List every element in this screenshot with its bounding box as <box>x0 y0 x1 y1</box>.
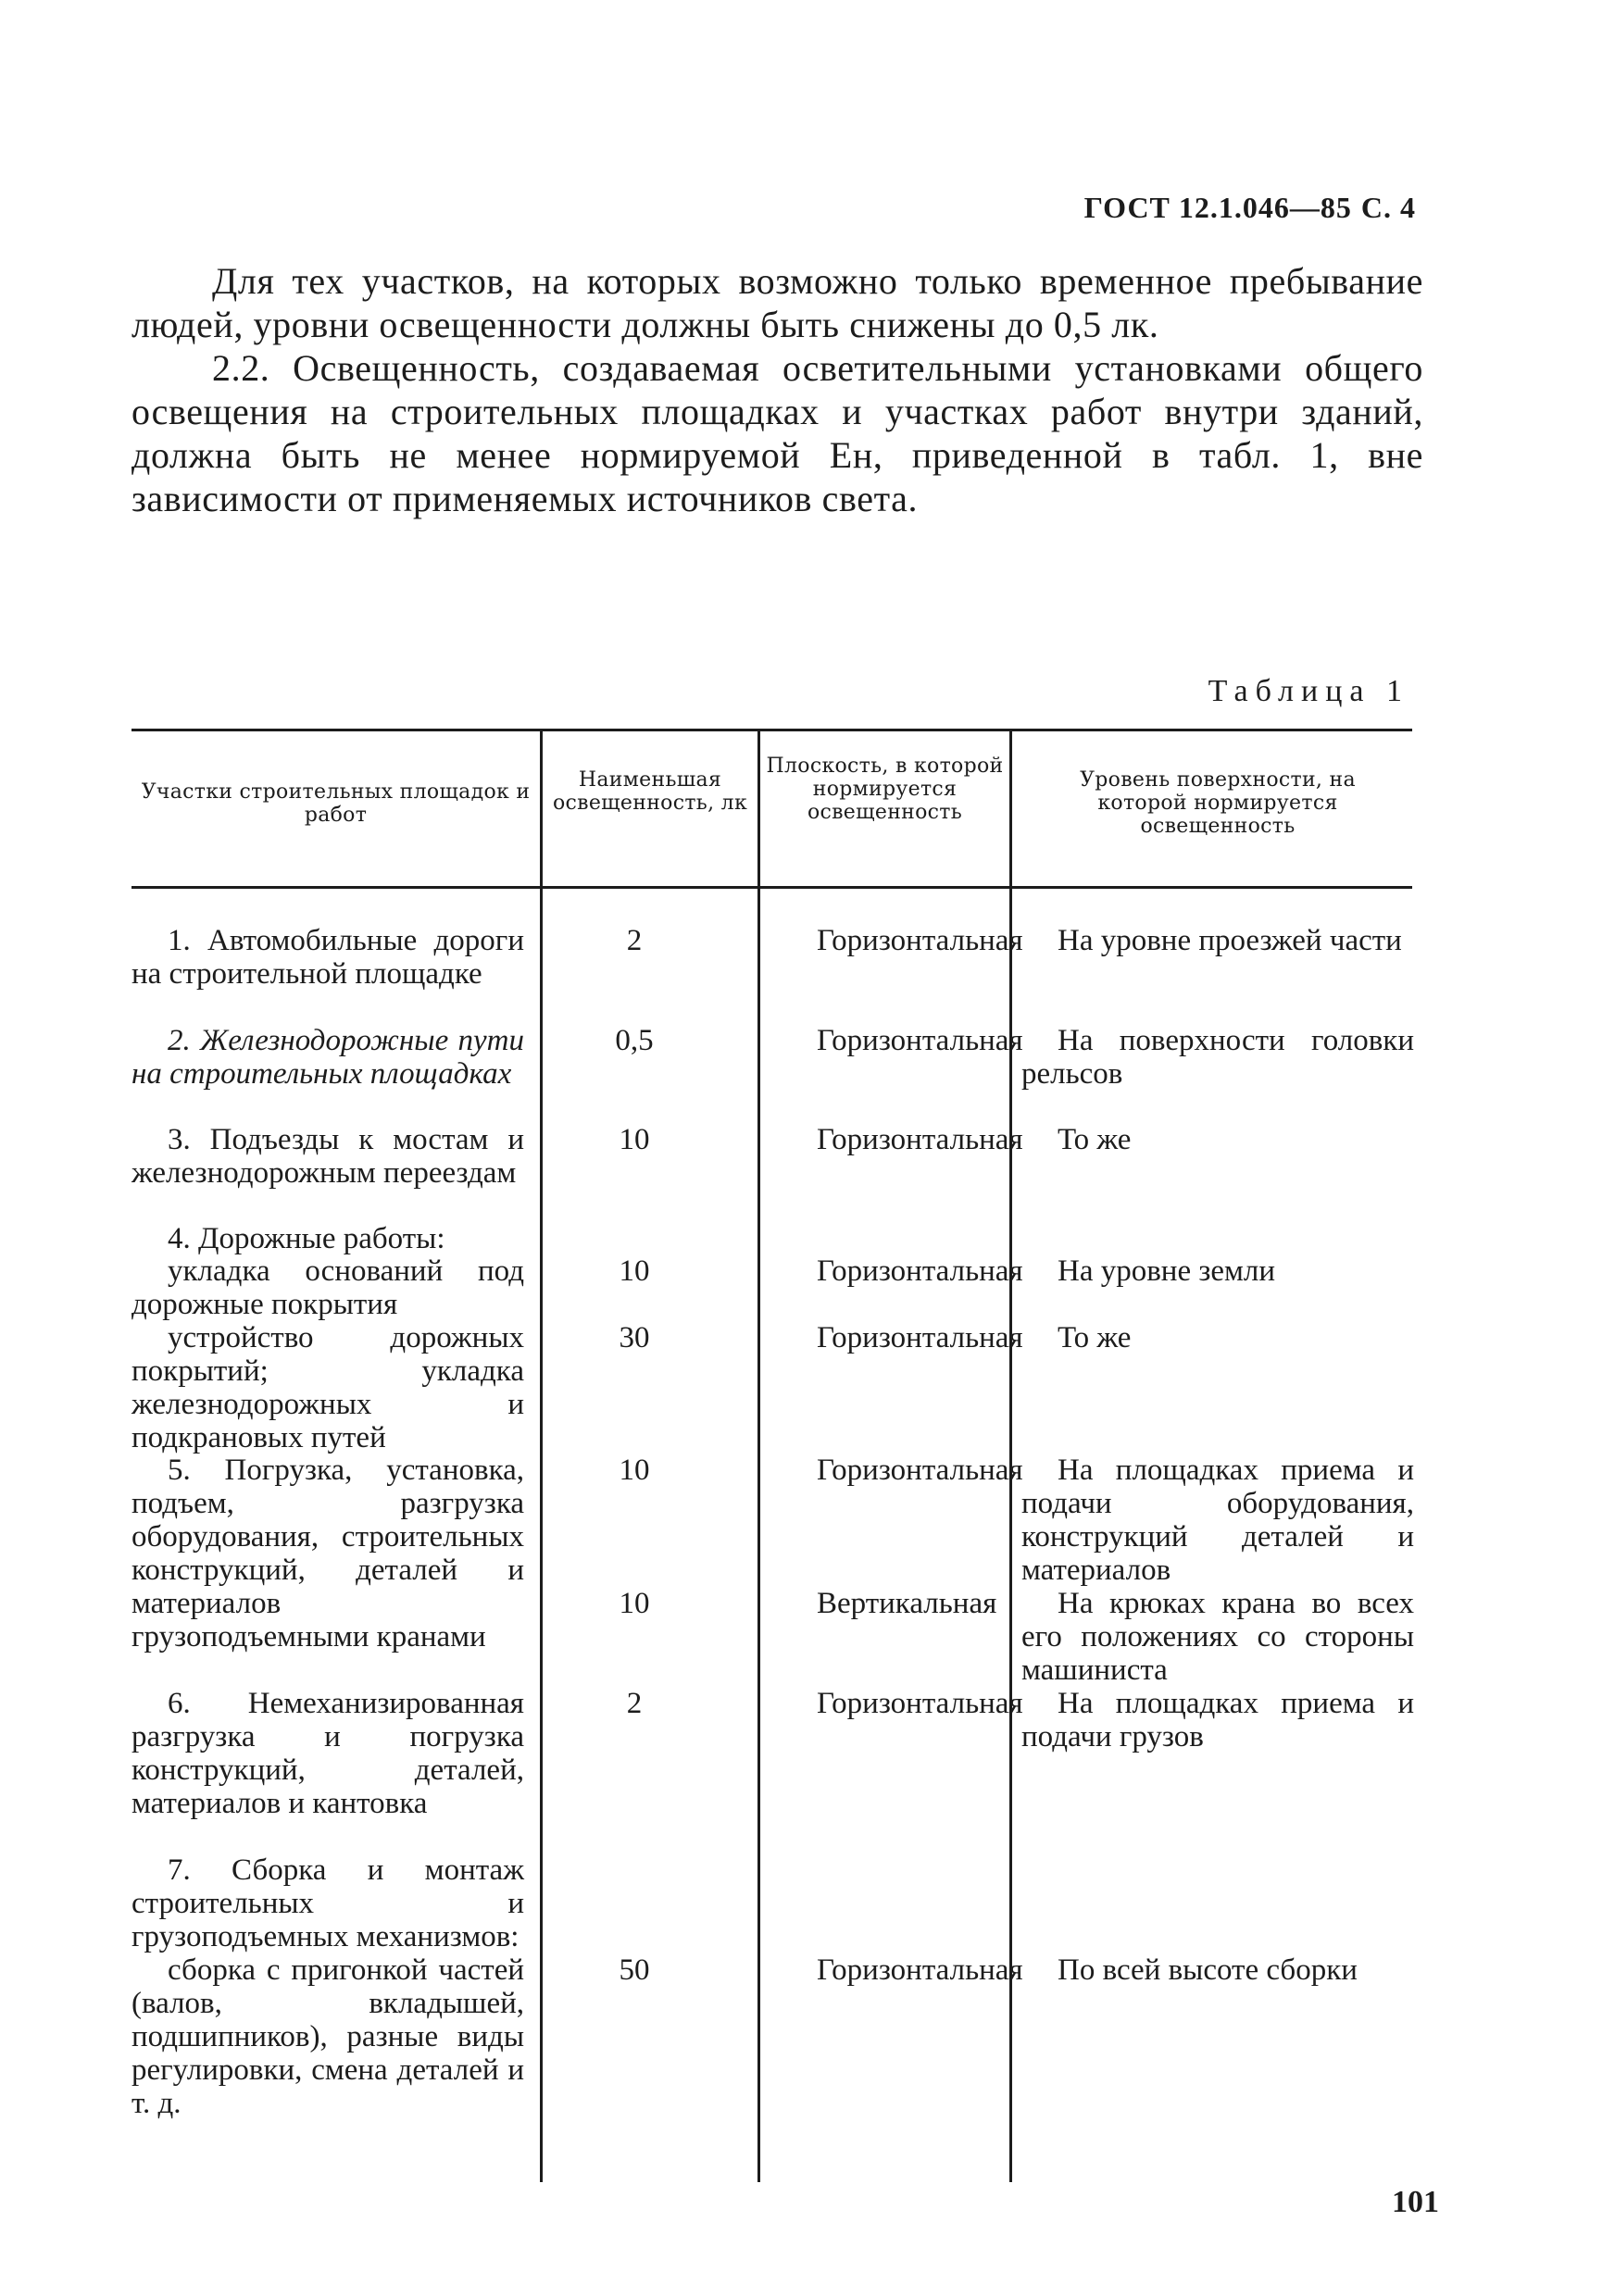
table-row <box>131 1024 524 1091</box>
table-row <box>131 1687 524 1820</box>
plane-cell: Горизонтальная <box>817 1254 1023 1288</box>
site-cell: 1. Автомобильные дороги на строительной площадке <box>131 924 524 991</box>
level-cell: То же <box>1058 1321 1132 1354</box>
lux-cell: 10 <box>619 1123 650 1156</box>
site-cell: 6. Немеханизированная разгрузка и погрузка конструкций, деталей, материалов и кантовка <box>131 1687 524 1820</box>
level-cell: На крюках крана во всех его положениях со стороны машиниста <box>1021 1587 1414 1687</box>
site-cell: 7. Сборка и монтаж строительных и грузоподъемных механизмов: <box>131 1853 524 1953</box>
intro-paragraph: 2.2. Освещенность, создаваемая осветительными установками общего освещения на строительных площадках и участках работ внутри зданий, должна быть не менее нормируемой Eн, приведенной в табл. 1, вне зависимости от применяемых источников света. <box>131 347 1423 519</box>
intro-text <box>131 259 1423 520</box>
table-header-rule <box>131 886 1412 889</box>
table-top-rule <box>131 729 1412 731</box>
level-cell: То же <box>1058 1123 1132 1156</box>
level-cell: На площадках приема и подачи грузов <box>1021 1687 1414 1753</box>
site-cell: 2. Железнодорожные пути на строительных площадках <box>131 1024 524 1091</box>
level-cell: На уровне проезжей части <box>1058 924 1402 957</box>
level-cell: На уровне земли <box>1058 1254 1276 1288</box>
page-header <box>1075 191 1416 225</box>
table-row <box>131 1620 524 1653</box>
site-cell: укладка оснований под дорожные покрытия <box>131 1254 524 1321</box>
plane-cell: Горизонтальная <box>817 1687 1023 1720</box>
site-cell: сборка с пригонкой частей (валов, вкладышей, подшипников), разные виды регулировки, смена деталей и т. д. <box>131 1953 524 2120</box>
lux-cell: 2 <box>626 1687 643 1720</box>
plane-cell: Горизонтальная <box>817 1454 1023 1487</box>
table-caption: Таблица 1 <box>1208 674 1409 708</box>
lux-cell: 50 <box>619 1953 650 1987</box>
table-row <box>131 1853 524 1953</box>
column-divider <box>757 729 760 2182</box>
table-row <box>131 1123 524 1190</box>
level-cell: По всей высоте сборки <box>1058 1953 1358 1987</box>
table-row <box>131 1454 524 1620</box>
plane-cell: Горизонтальная <box>817 1123 1023 1156</box>
level-cell: На площадках приема и подачи оборудования, конструкций деталей и материалов <box>1021 1454 1414 1587</box>
standard-number: ГОСТ 12.1.046—85 <box>1083 191 1352 224</box>
site-cell: устройство дорожных покрытий; укладка железнодорожных и подкрановых путей <box>131 1321 524 1454</box>
intro-paragraph: Для тех участков, на которых возможно только временное пребывание людей, уровни освещенности должны быть снижены до 0,5 лк. <box>131 260 1423 345</box>
column-header-plane: Плоскость, в которой нормируется освещенность <box>766 755 1004 824</box>
lux-cell: 30 <box>619 1321 650 1354</box>
table-row <box>131 1254 524 1321</box>
plane-cell: Вертикальная <box>817 1587 997 1620</box>
lux-cell: 0,5 <box>615 1024 654 1057</box>
level-cell: На поверхности головки рельсов <box>1021 1024 1414 1091</box>
lux-cell: 10 <box>619 1587 650 1620</box>
site-cell: 4. Дорожные работы: <box>168 1222 445 1255</box>
lux-cell: 2 <box>626 924 643 957</box>
page-number: 101 <box>1392 2185 1439 2219</box>
table-row <box>131 1321 524 1454</box>
site-cell: 5. Погрузка, установка, подъем, разгрузка оборудования, строительных конструкций, деталей и материалов <box>131 1454 524 1620</box>
page-label: С. 4 <box>1360 191 1416 224</box>
table-row <box>131 1953 524 2120</box>
column-divider <box>540 729 543 2182</box>
column-header-level: Уровень поверхности, на которой нормируется освещенность <box>1080 768 1356 838</box>
column-header-sites: Участки строительных площадок и работ <box>141 780 531 827</box>
plane-cell: Горизонтальная <box>817 1024 1023 1057</box>
column-header-illuminance: Наименьшая освещенность, лк <box>553 768 747 815</box>
plane-cell: Горизонтальная <box>817 924 1023 957</box>
table-row <box>131 924 524 991</box>
site-cell: 3. Подъезды к мостам и железнодорожным переездам <box>131 1123 524 1190</box>
plane-cell: Горизонтальная <box>817 1953 1023 1987</box>
lux-cell: 10 <box>619 1454 650 1487</box>
site-cell: грузоподъемными кранами <box>131 1620 486 1653</box>
plane-cell: Горизонтальная <box>817 1321 1023 1354</box>
lux-cell: 10 <box>619 1254 650 1288</box>
table-row <box>131 1222 524 1255</box>
